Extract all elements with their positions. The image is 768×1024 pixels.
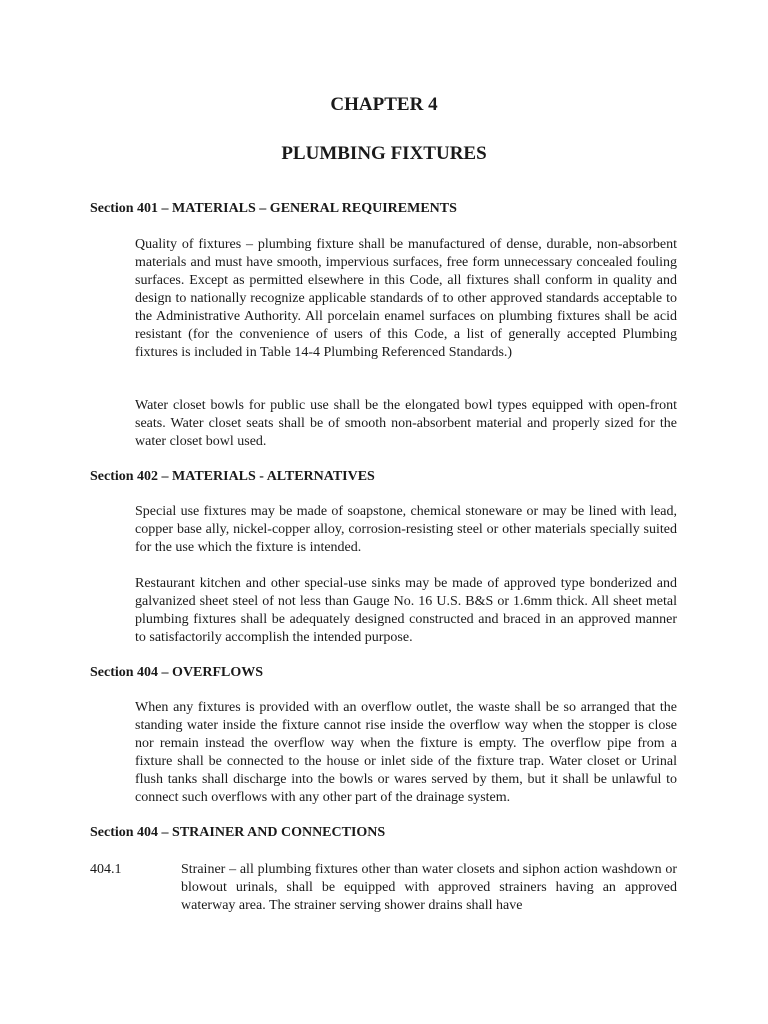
chapter-title: PLUMBING FIXTURES [281, 143, 487, 164]
section-402-paragraph-1: Special use fixtures may be made of soapstone, chemical stoneware or may be lined with lead, copper base ally, nickel-copper alloy, corrosion-resisting steel or other materials specially suited for the use which the fixture is intended. [135, 504, 677, 555]
chapter-number: CHAPTER 4 [330, 94, 438, 115]
section-402-heading: Section 402 – MATERIALS - ALTERNATIVES [90, 469, 375, 484]
clause-number: 404.1 [90, 862, 122, 877]
section-402-paragraph-2: Restaurant kitchen and other special-use sinks may be made of approved type bonderized and galvanized sheet steel of not less than Gauge No. 16 U.S. B&S or 1.6mm thick. All sheet metal plumbing fixtures shall be adequately designed constructed and braced in an approved manner to satisfactorily accomplish the intended purpose. [135, 576, 677, 645]
section-401-paragraph-2: Water closet bowls for public use shall be the elongated bowl types equipped with open-front seats. Water closet seats shall be of smooth non-absorbent material and properly sized for the water closet bowl used. [135, 398, 677, 449]
clause-text: Strainer – all plumbing fixtures other than water closets and siphon action washdown or blowout urinals, shall be equipped with approved strainers having an approved waterway area. The strainer serving shower drains shall have [181, 862, 677, 913]
section-401-paragraph-1: Quality of fixtures – plumbing fixture shall be manufactured of dense, durable, non-absorbent materials and must have smooth, impervious surfaces, free form unnecessary concealed fouling surfaces. Except as permitted elsewhere in this Code, all fixtures shall conform in quality and design to nationally recognize applicable standards of to other approved standards acceptable to the Administrative Authority. All porcelain enamel surfaces on plumbing fixtures shall be acid resistant (for the convenience of users of this Code, a list of generally accepted Plumbing fixtures is included in Table 14-4 Plumbing Referenced Standards.) [135, 237, 677, 360]
section-401-heading: Section 401 – MATERIALS – GENERAL REQUIREMENTS [90, 201, 457, 216]
section-404-strainer-heading: Section 404 – STRAINER AND CONNECTIONS [90, 825, 386, 840]
section-404-overflows-heading: Section 404 – OVERFLOWS [90, 665, 264, 680]
section-404-overflows-paragraph: When any fixtures is provided with an overflow outlet, the waste shall be so arranged that the standing water inside the fixture cannot rise inside the overflow way when the stopper is close nor remain instead the overflow way when the fixture is empty. The overflow pipe from a fixture shall be connected to the house or inlet side of the fixture trap. Water closet or Urinal flush tanks shall discharge into the bowls or wares served by them, but it shall be unlawful to connect such overflows with any other part of the drainage system. [135, 700, 677, 805]
